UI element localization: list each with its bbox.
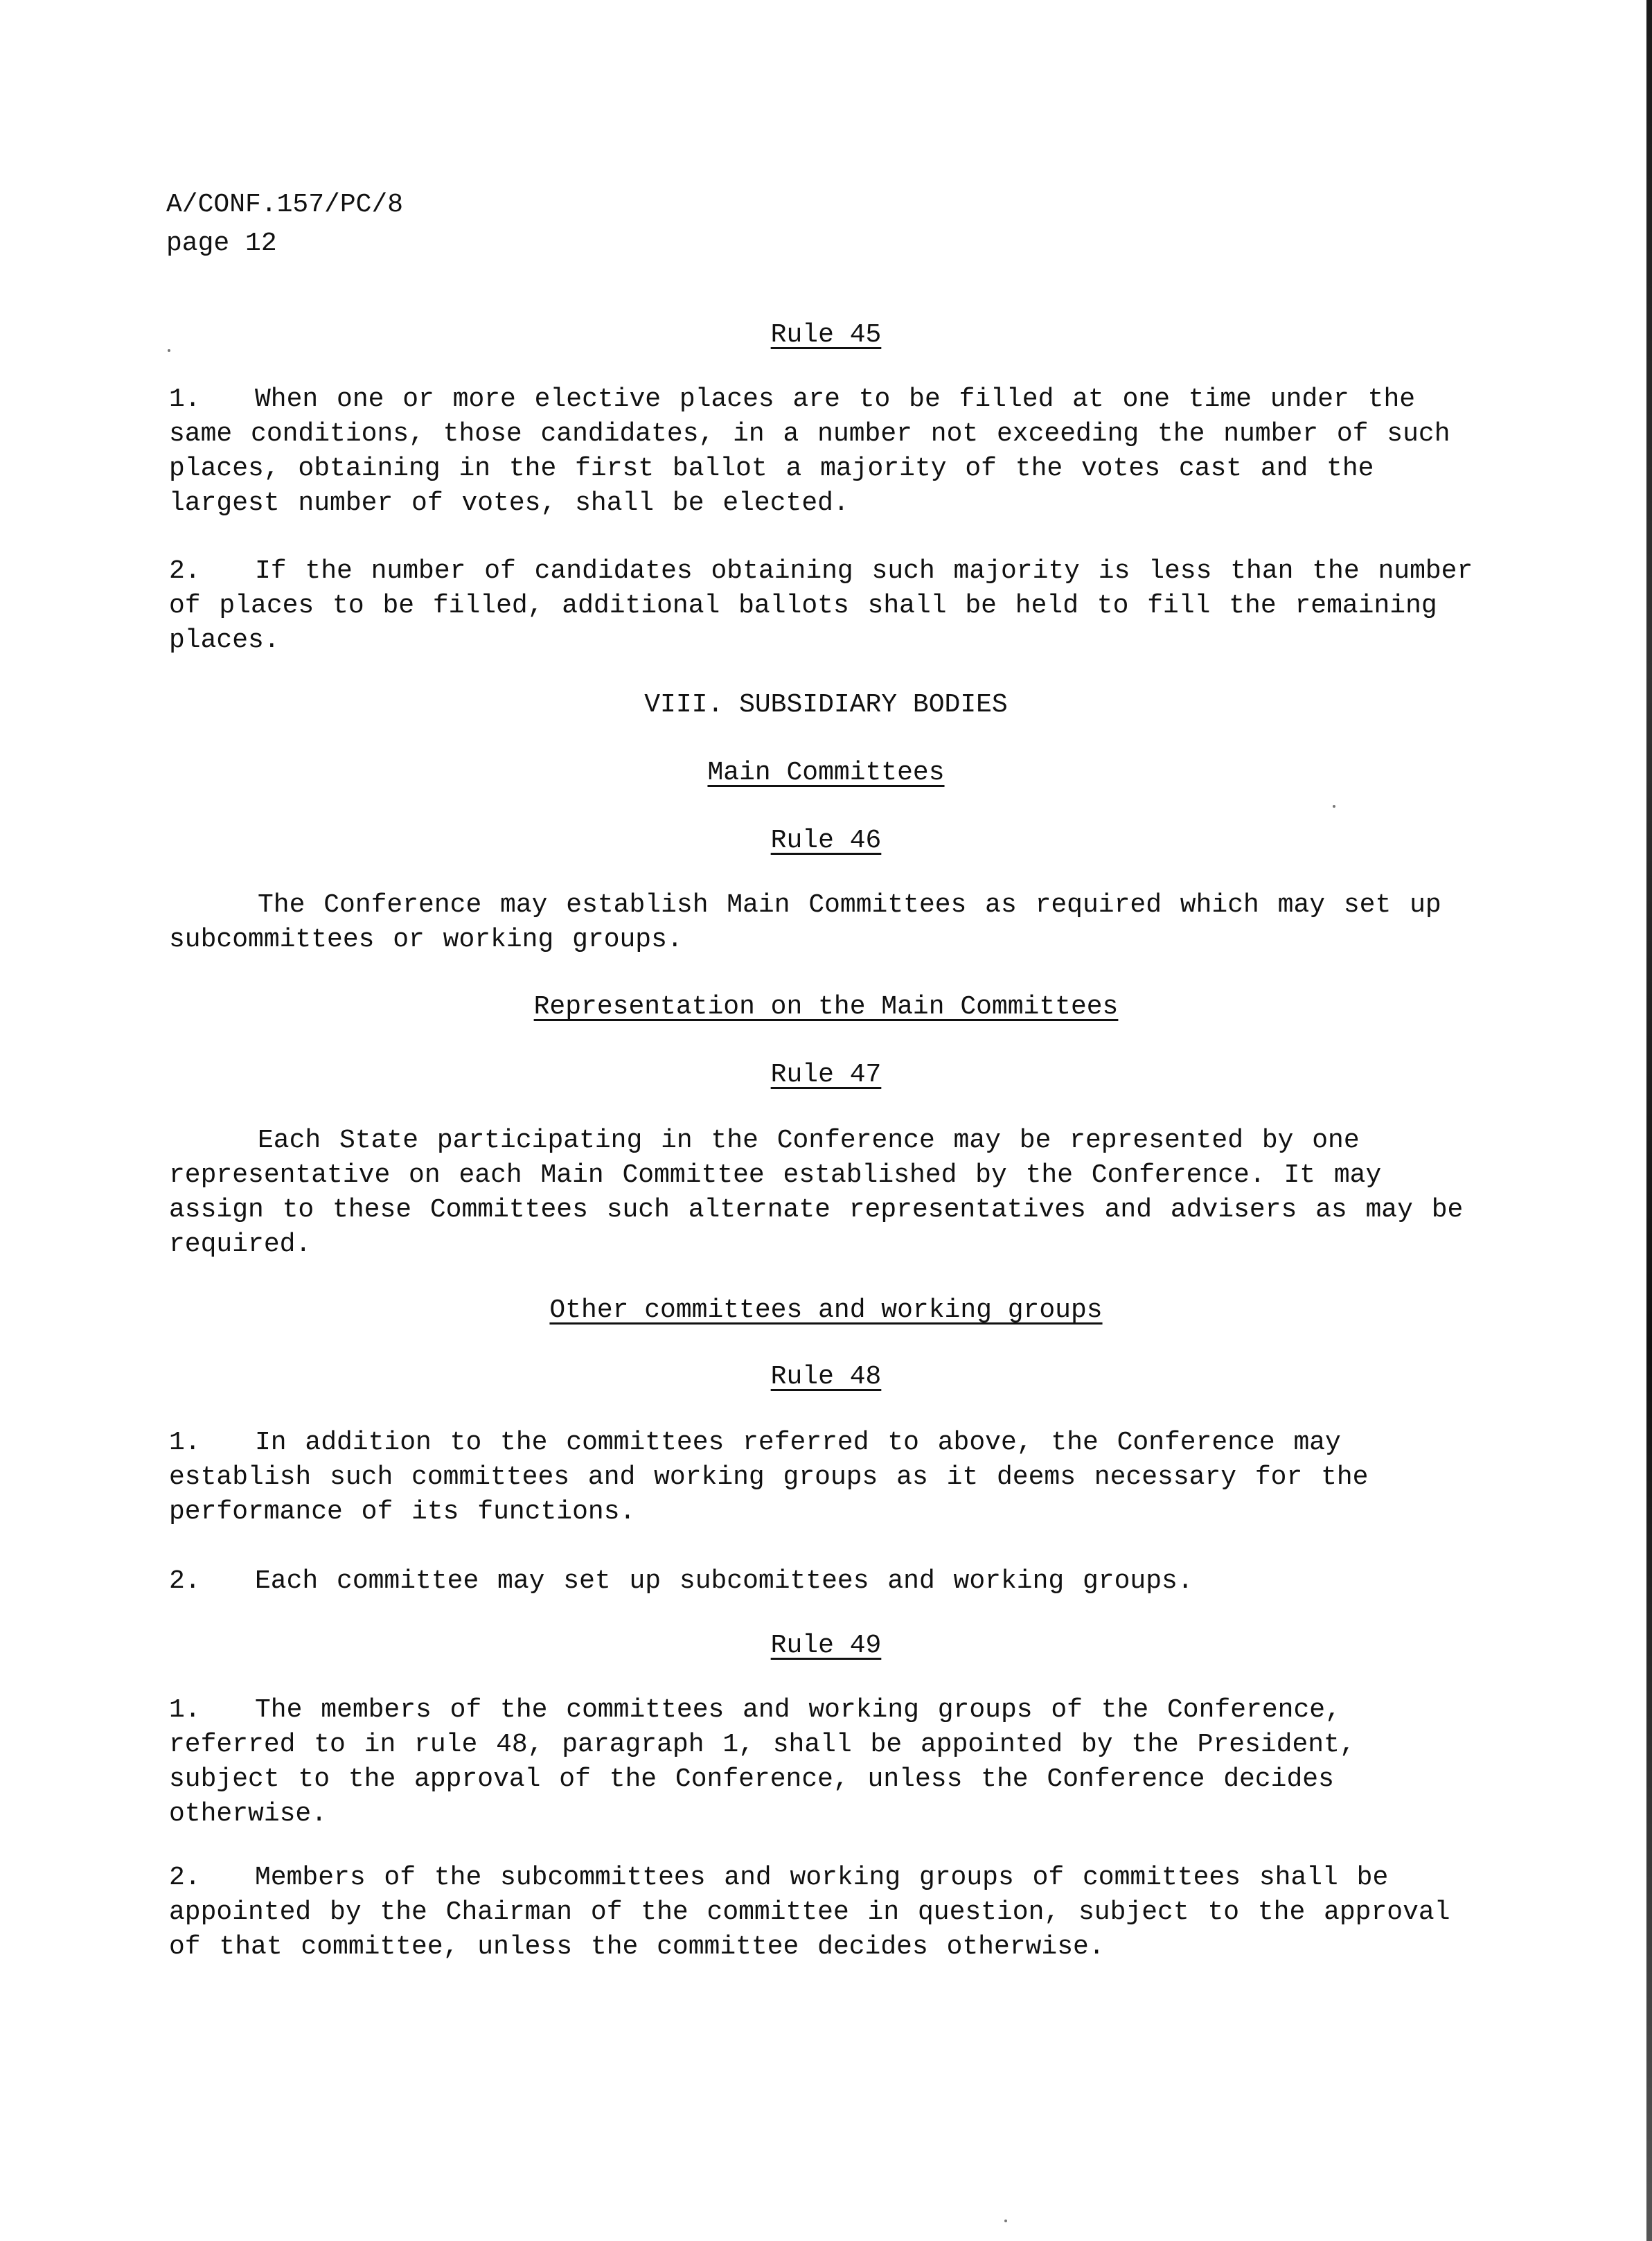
paragraph-text: Members of the subcommittees and working groups of committees shall be appointed by the Chairman of the committee in question, subject to the approval of that committee, unless the committee decides otherwise. [169,1863,1450,1962]
scan-edge [1646,0,1652,2241]
paragraph-number: 1. [169,1428,201,1458]
paragraph-text: Each State participating in the Conference may be represented by one representative on each Main Committee established by the Conference. It may assign to these Committees such alternate representatives and advisers as may be required. [169,1126,1464,1259]
rule-48-title-text: Rule 48 [770,1362,882,1392]
rule-45-title-text: Rule 45 [770,320,882,350]
rule-46-title [0,826,1652,856]
paragraph-text: If the number of candidates obtaining such majority is less than the number of places to be filled, additional ballots shall be held to fill the remaining places. [169,556,1473,655]
chapter-title: VIII. SUBSIDIARY BODIES [644,690,1008,720]
rule-45-paragraph-2 [169,554,1478,658]
rule-48-title [0,1362,1652,1392]
document-symbol: A/CONF.157/PC/8 [166,190,404,220]
paragraph-number: 1. [169,1695,201,1725]
rule-47-title-text: Rule 47 [770,1060,882,1090]
scan-speck [168,349,170,352]
rule-46-title-text: Rule 46 [770,826,882,856]
scan-speck [1004,2220,1007,2222]
rule-49-paragraph-1 [169,1693,1478,1832]
rule-45-paragraph-1 [169,382,1478,521]
paragraph-text: The Conference may establish Main Committees as required which may set up subcommittees or working groups. [169,890,1441,955]
other-committees-heading-text: Other committees and working groups [549,1295,1103,1325]
main-committees-heading-text: Main Committees [707,758,945,788]
paragraph-number: 2. [169,556,201,586]
rule-46-paragraph [169,888,1478,957]
paragraph-number: 2. [169,1566,201,1596]
paragraph-text: Each committee may set up subcomittees and working groups. [255,1566,1193,1596]
representation-heading-text: Representation on the Main Committees [533,992,1119,1022]
rule-49-title [0,1631,1652,1660]
rule-45-title [0,320,1652,350]
rule-49-title-text: Rule 49 [770,1631,882,1660]
representation-heading [0,992,1652,1022]
rule-48-paragraph-2 [169,1564,1478,1599]
other-committees-heading [0,1295,1652,1325]
paragraph-text: When one or more elective places are to be filled at one time under the same conditions, those candidates, in a number not exceeding the number of such places, obtaining in the first ballot a majority of the votes cast and the largest number of votes, shall be elected. [169,384,1450,518]
scan-speck [1333,805,1335,808]
page-number: page 12 [166,229,277,258]
document-header [166,186,403,263]
paragraph-number: 1. [169,384,201,414]
paragraph-text: In addition to the committees referred to above, the Conference may establish such committees and working groups as it deems necessary for the performance of its functions. [169,1428,1369,1527]
rule-48-paragraph-1 [169,1426,1478,1530]
rule-47-paragraph [169,1124,1478,1262]
main-committees-heading [0,758,1652,788]
paragraph-text: The members of the committees and working groups of the Conference, referred to in rule 48, paragraph 1, shall be appointed by the President, subject to the approval of the Conference, unless the Conference decides otherwise. [169,1695,1356,1829]
rule-47-title [0,1060,1652,1090]
rule-49-paragraph-2 [169,1861,1478,1965]
paragraph-number: 2. [169,1863,201,1893]
